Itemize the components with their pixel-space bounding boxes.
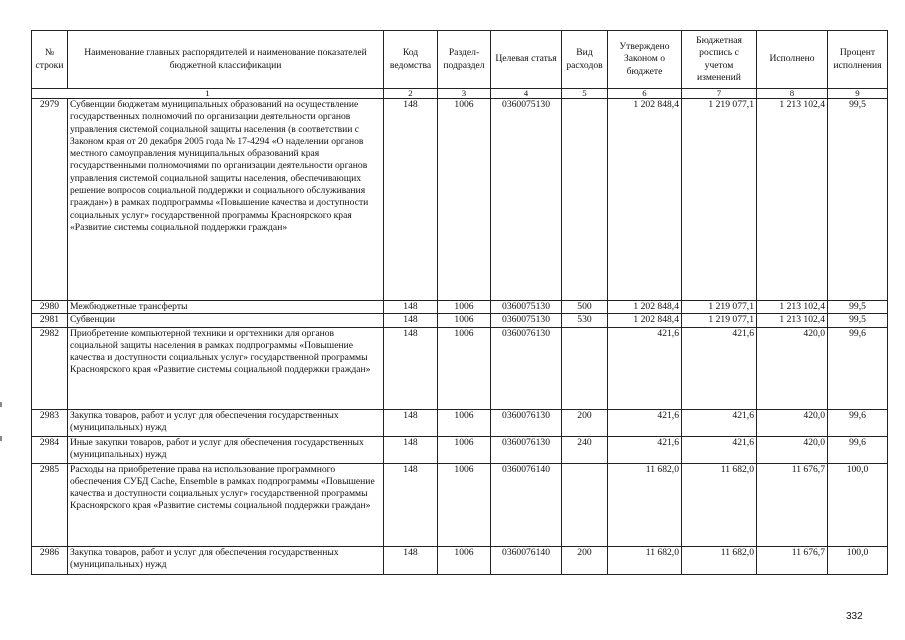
row-expense-type: 500: [562, 301, 608, 314]
row-expense-type: [562, 99, 608, 301]
row-number: 2985: [32, 463, 68, 546]
table-row: [32, 546, 888, 574]
row-number: 2982: [32, 327, 68, 409]
row-name: Приобретение компьютерной техники и оргтехники для органов социальной защиты населения в рамках подпрограммы «Повышение качества и доступности социальных услуг» государственной программы Красноярского края «Развитие системы социальной поддержки граждан»: [68, 327, 384, 409]
row-approved: 1 202 848,4: [608, 99, 682, 301]
row-name: Субвенции бюджетам муниципальных образований на осуществление государственных полномочий по организации деятельности органов управления системой социальной защиты населения (в соответствии с Законом края от 20 декабря 2005 года № 17-4294 «О наделении органов местного самоуправления муниципальных образований края государственными полномочиями по организации деятельности органов управления системой социальной защиты населения, обеспечивающих решение вопросов социальной поддержки и социального обслуживания граждан») в рамках подпрограммы «Повышение качества и доступности социальных услуг» государственной программы Красноярского края «Развитие системы социальной поддержки граждан»: [68, 99, 384, 301]
row-executed: 420,0: [757, 436, 828, 463]
table-row: [32, 463, 888, 546]
table-row: [32, 327, 888, 409]
header-target: Целевая статья: [491, 31, 562, 89]
row-section: 1006: [438, 546, 491, 574]
table-row: [32, 99, 888, 301]
row-budget-list: 1 219 077,1: [682, 99, 757, 301]
row-section: 1006: [438, 436, 491, 463]
column-number-3: 3: [438, 89, 491, 99]
row-number: 2986: [32, 546, 68, 574]
row-executed: 11 676,7: [757, 463, 828, 546]
row-executed: 1 213 102,4: [757, 301, 828, 314]
column-number-9: 9: [828, 89, 888, 99]
header-name: Наименование главных распорядителей и наименование показателей бюджетной классификации: [68, 31, 384, 89]
row-section: 1006: [438, 99, 491, 301]
column-number-row: [32, 89, 888, 99]
row-executed: 420,0: [757, 327, 828, 409]
row-section: 1006: [438, 409, 491, 436]
row-expense-type: [562, 327, 608, 409]
row-number: 2979: [32, 99, 68, 301]
table-row: [32, 301, 888, 314]
row-executed: 1 213 102,4: [757, 99, 828, 301]
row-percent: 99,6: [828, 409, 888, 436]
row-percent: 100,0: [828, 546, 888, 574]
row-percent: 100,0: [828, 463, 888, 546]
table-row: [32, 314, 888, 327]
row-section: 1006: [438, 314, 491, 327]
row-percent: 99,5: [828, 99, 888, 301]
row-approved: 11 682,0: [608, 463, 682, 546]
row-approved: 11 682,0: [608, 546, 682, 574]
column-number-4: 4: [491, 89, 562, 99]
header-percent: Процент исполнения: [828, 31, 888, 89]
header-approved: Утверждено Законом о бюджете: [608, 31, 682, 89]
row-name: Закупка товаров, работ и услуг для обеспечения государственных (муниципальных) нужд: [68, 546, 384, 574]
row-expense-type: 200: [562, 409, 608, 436]
row-approved: 421,6: [608, 327, 682, 409]
row-expense-type: 530: [562, 314, 608, 327]
row-percent: 99,6: [828, 327, 888, 409]
row-executed: 11 676,7: [757, 546, 828, 574]
row-target: 0360075130: [491, 301, 562, 314]
row-section: 1006: [438, 301, 491, 314]
header-budget-list: Бюджетная роспись с учетом изменений: [682, 31, 757, 89]
row-expense-type: 240: [562, 436, 608, 463]
row-budget-list: 11 682,0: [682, 463, 757, 546]
row-target: 0360075130: [491, 314, 562, 327]
row-expense-type: 200: [562, 546, 608, 574]
table-row: [32, 436, 888, 463]
row-section: 1006: [438, 463, 491, 546]
row-number: 2984: [32, 436, 68, 463]
row-target: 0360076140: [491, 546, 562, 574]
row-dept-code: 148: [384, 327, 438, 409]
row-target: 0360076130: [491, 409, 562, 436]
row-number: 2980: [32, 301, 68, 314]
table-row: [32, 409, 888, 436]
row-dept-code: 148: [384, 409, 438, 436]
header-expense-type: Вид расходов: [562, 31, 608, 89]
row-number: 2981: [32, 314, 68, 327]
row-dept-code: 148: [384, 546, 438, 574]
row-percent: 99,5: [828, 301, 888, 314]
row-target: 0360076130: [491, 436, 562, 463]
row-approved: 1 202 848,4: [608, 314, 682, 327]
header-row-no: № строки: [32, 31, 68, 89]
budget-execution-table: [31, 30, 888, 575]
row-budget-list: 421,6: [682, 327, 757, 409]
row-budget-list: 1 219 077,1: [682, 301, 757, 314]
row-name: Иные закупки товаров, работ и услуг для обеспечения государственных (муниципальных) нужд: [68, 436, 384, 463]
row-budget-list: 421,6: [682, 409, 757, 436]
row-dept-code: 148: [384, 463, 438, 546]
row-percent: 99,6: [828, 436, 888, 463]
scan-edge-mark: [0, 436, 2, 441]
row-dept-code: 148: [384, 99, 438, 301]
row-dept-code: 148: [384, 436, 438, 463]
row-dept-code: 148: [384, 301, 438, 314]
row-budget-list: 1 219 077,1: [682, 314, 757, 327]
scan-edge-mark: [0, 402, 2, 407]
row-budget-list: 421,6: [682, 436, 757, 463]
row-executed: 1 213 102,4: [757, 314, 828, 327]
row-section: 1006: [438, 327, 491, 409]
row-approved: 421,6: [608, 409, 682, 436]
row-expense-type: [562, 463, 608, 546]
row-number: 2983: [32, 409, 68, 436]
row-name: Субвенции: [68, 314, 384, 327]
table-header-row: [32, 31, 888, 89]
row-target: 0360076130: [491, 327, 562, 409]
header-dept-code: Код ведомства: [384, 31, 438, 89]
column-number-7: 7: [682, 89, 757, 99]
row-approved: 421,6: [608, 436, 682, 463]
column-number-5: 5: [562, 89, 608, 99]
header-executed: Исполнено: [757, 31, 828, 89]
row-name: Расходы на приобретение права на использование программного обеспечения СУБД Cache, Ensemble в рамках подпрограммы «Повышение качества и доступности социальных услуг» государственной программы Красноярского края «Развитие системы социальной поддержки граждан»: [68, 463, 384, 546]
row-name: Закупка товаров, работ и услуг для обеспечения государственных (муниципальных) нужд: [68, 409, 384, 436]
row-percent: 99,5: [828, 314, 888, 327]
row-budget-list: 11 682,0: [682, 546, 757, 574]
column-number-2: 2: [384, 89, 438, 99]
column-number-6: 6: [608, 89, 682, 99]
column-number-8: 8: [757, 89, 828, 99]
row-name: Межбюджетные трансферты: [68, 301, 384, 314]
column-number-1: 1: [32, 89, 384, 99]
page-number: 332: [846, 611, 863, 622]
row-approved: 1 202 848,4: [608, 301, 682, 314]
row-target: 0360076140: [491, 463, 562, 546]
row-dept-code: 148: [384, 314, 438, 327]
row-target: 0360075130: [491, 99, 562, 301]
header-section: Раздел-подраздел: [438, 31, 491, 89]
row-executed: 420,0: [757, 409, 828, 436]
